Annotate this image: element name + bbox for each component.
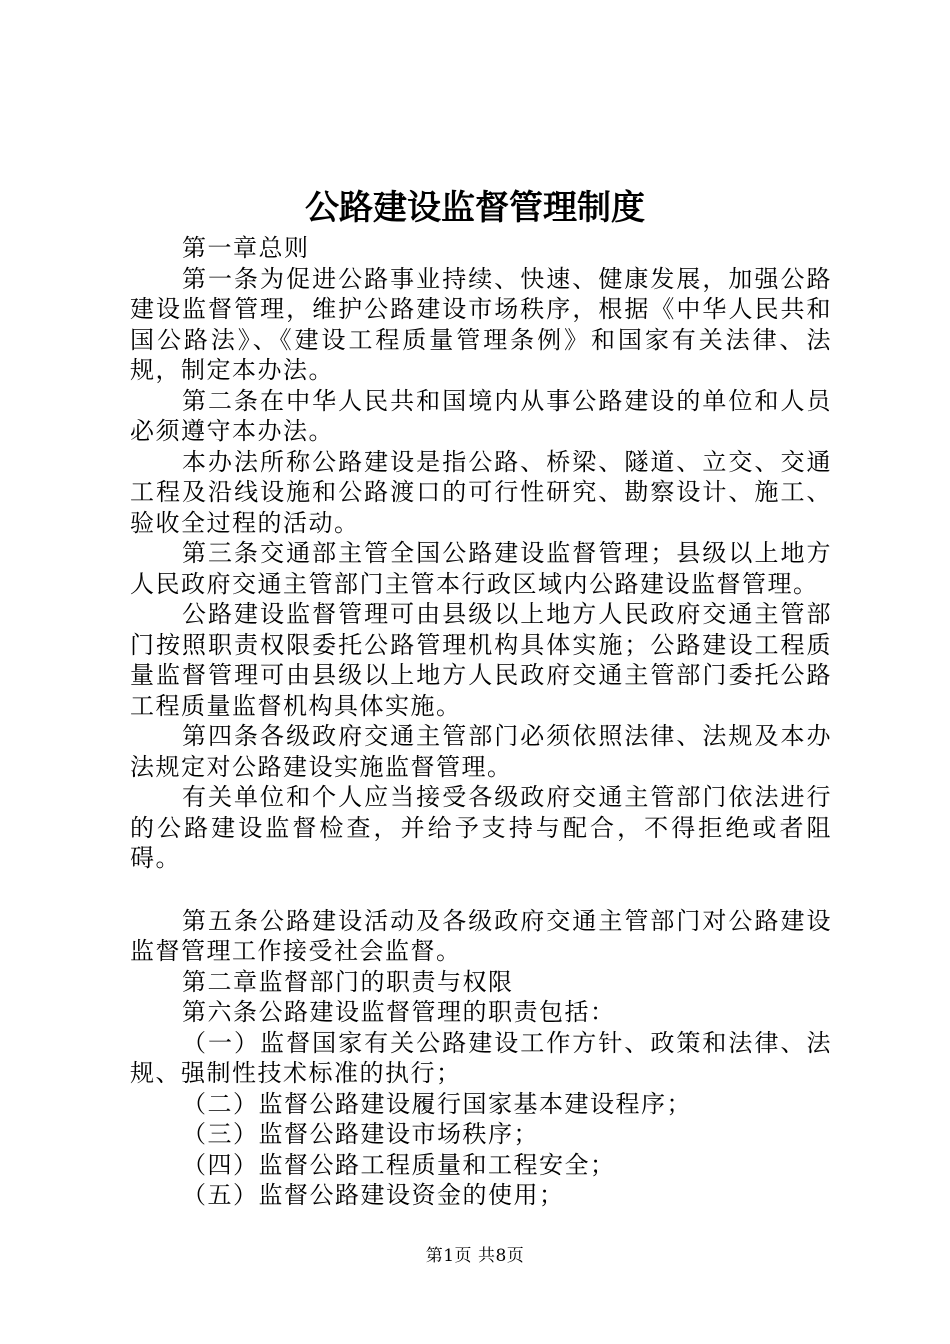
paragraph: 第四条各级政府交通主管部门必须依照法律、法规及本办法规定对公路建设实施监督管理。 <box>130 722 832 781</box>
paragraph: 第三条交通部主管全国公路建设监督管理；县级以上地方人民政府交通主管部门主管本行政区域内公路建设监督管理。 <box>130 539 832 598</box>
list-item: （二）监督公路建设履行国家基本建设程序； <box>182 1089 692 1118</box>
paragraph: 本办法所称公路建设是指公路、桥梁、隧道、立交、交通工程及沿线设施和公路渡口的可行性研究、勘察设计、施工、验收全过程的活动。 <box>130 447 832 537</box>
chapter-heading: 第二章监督部门的职责与权限 <box>182 967 514 996</box>
paragraph: 第二条在中华人民共和国境内从事公路建设的单位和人员必须遵守本办法。 <box>130 386 832 445</box>
list-item: （四）监督公路工程质量和工程安全； <box>182 1150 616 1179</box>
chapter-heading: 第一章总则 <box>182 234 310 262</box>
document-body <box>130 233 832 1211</box>
paragraph: 公路建设监督管理可由县级以上地方人民政府交通主管部门按照职责权限委托公路管理机构具体实施；公路建设工程质量监督管理可由县级以上地方人民政府交通主管部门委托公路工程质量监督机构具体实施。 <box>130 600 832 720</box>
document-title: 公路建设监督管理制度 <box>305 188 645 228</box>
list-item: （三）监督公路建设市场秩序； <box>182 1120 539 1148</box>
list-item: （五）监督公路建设资金的使用； <box>182 1181 565 1209</box>
page-footer: 第1页 共8页 <box>425 1246 525 1266</box>
paragraph: 第五条公路建设活动及各级政府交通主管部门对公路建设监督管理工作接受社会监督。 <box>130 906 832 965</box>
paragraph: 有关单位和个人应当接受各级政府交通主管部门依法进行的公路建设监督检查，并给予支持与配合，不得拒绝或者阻碍。 <box>130 783 832 872</box>
paragraph: 第六条公路建设监督管理的职责包括： <box>182 998 616 1026</box>
list-item: （一）监督国家有关公路建设工作方针、政策和法律、法规、强制性技术标准的执行； <box>130 1028 832 1087</box>
paragraph: 第一条为促进公路事业持续、快速、健康发展，加强公路建设监督管理，维护公路建设市场秩序，根据《中华人民共和国公路法》、《建设工程质量管理条例》和国家有关法律、法规，制定本办法。 <box>130 264 832 384</box>
